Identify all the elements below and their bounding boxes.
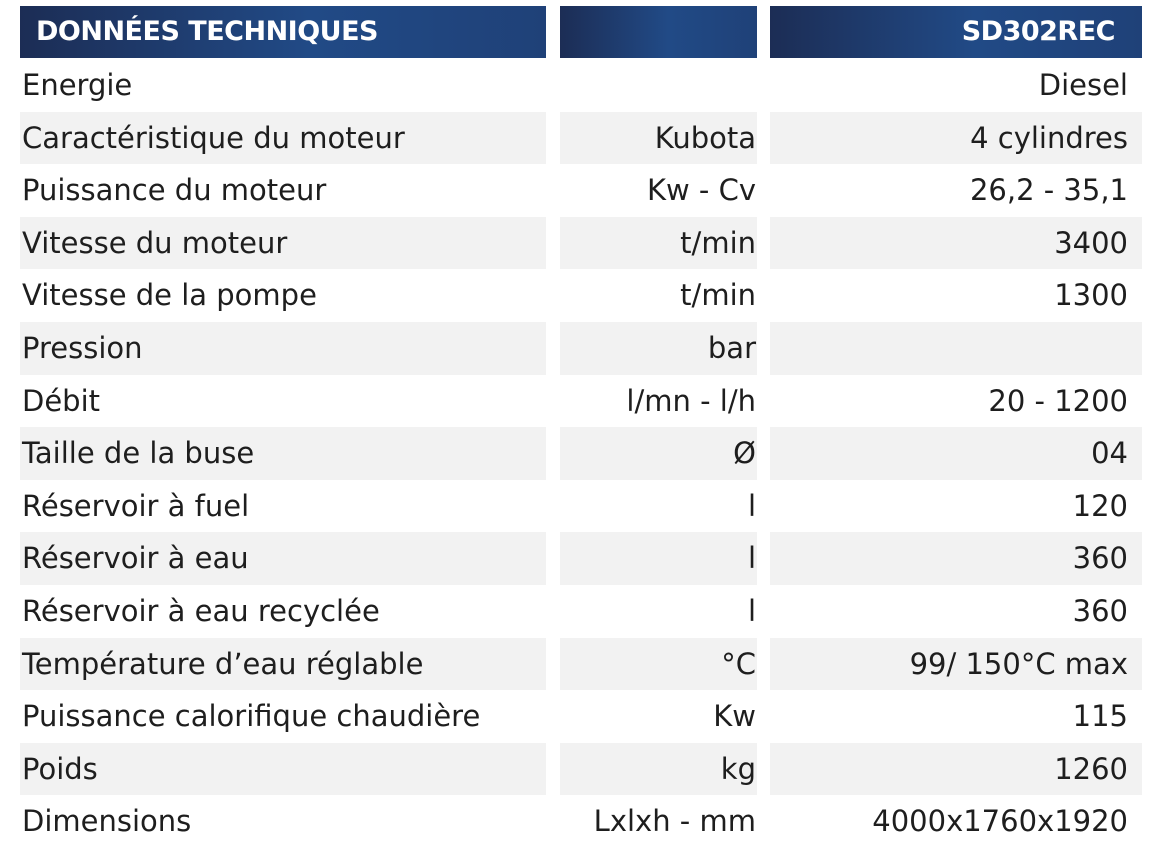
- spec-label: Réservoir à eau: [20, 532, 546, 585]
- spec-label: Température d’eau réglable: [20, 638, 546, 691]
- table-row: [0, 269, 1154, 322]
- table-row: [0, 480, 1154, 533]
- spec-label: Puissance du moteur: [22, 173, 327, 208]
- spec-value: Diesel: [1038, 68, 1128, 102]
- spec-label: Réservoir à eau recyclée: [22, 593, 380, 628]
- spec-value: 1300: [1054, 278, 1128, 313]
- table-row: [0, 59, 1154, 112]
- spec-value: 1260: [770, 743, 1142, 796]
- spec-label: Réservoir à fuel: [22, 488, 250, 523]
- spec-value: 115: [1072, 699, 1128, 734]
- spec-label: Puissance calorifique chaudière: [22, 699, 481, 734]
- spec-label: Energie: [22, 68, 133, 102]
- spec-value: 360: [1072, 593, 1128, 628]
- table-row: [0, 322, 1154, 375]
- spec-value: 20 - 1200: [988, 383, 1128, 418]
- table-row: [0, 112, 1154, 165]
- spec-value: 3400: [770, 217, 1142, 270]
- spec-value: 26,2 - 35,1: [969, 173, 1128, 208]
- table-row: [0, 164, 1154, 217]
- spec-label: Taille de la buse: [20, 427, 546, 480]
- table-row: [0, 690, 1154, 743]
- spec-table: [0, 59, 1154, 848]
- table-row: [0, 375, 1154, 428]
- header-unit: [560, 6, 757, 58]
- spec-unit: t/min: [680, 278, 756, 313]
- spec-value: 04: [770, 427, 1142, 480]
- table-row: [0, 427, 1154, 480]
- spec-value: 99/ 150°C max: [770, 638, 1142, 691]
- spec-value: 4000x1760x1920: [872, 804, 1128, 839]
- spec-unit: t/min: [560, 217, 757, 270]
- spec-unit: l: [560, 532, 757, 585]
- spec-value: 4 cylindres: [770, 112, 1142, 165]
- spec-unit: Kw - Cv: [646, 173, 756, 208]
- spec-unit: kg: [560, 743, 757, 796]
- table-row: [0, 217, 1154, 270]
- spec-unit: l: [747, 488, 756, 523]
- spec-unit: Kw: [713, 699, 756, 734]
- header-model: SD302REC: [770, 6, 1142, 58]
- spec-unit: [560, 59, 757, 112]
- table-row: [0, 743, 1154, 796]
- spec-label: Vitesse du moteur: [20, 217, 546, 270]
- spec-label: Pression: [20, 322, 546, 375]
- spec-unit: Lxlxh - mm: [593, 804, 756, 839]
- spec-label: Dimensions: [22, 804, 192, 839]
- table-row: [0, 638, 1154, 691]
- header-title: DONNÉES TECHNIQUES: [20, 6, 546, 58]
- spec-label: Vitesse de la pompe: [22, 278, 317, 313]
- spec-label: Poids: [20, 743, 546, 796]
- spec-unit: l: [747, 593, 756, 628]
- spec-unit: bar: [560, 322, 757, 375]
- spec-unit: l/mn - l/h: [626, 383, 756, 418]
- spec-value: 120: [1072, 488, 1128, 523]
- spec-label: Caractéristique du moteur: [20, 112, 546, 165]
- spec-unit: Ø: [560, 427, 757, 480]
- table-row: [0, 585, 1154, 638]
- spec-unit: Kubota: [560, 112, 757, 165]
- spec-label: Débit: [22, 383, 101, 418]
- spec-unit: °C: [560, 638, 757, 691]
- table-row: [0, 795, 1154, 848]
- spec-value: 360: [770, 532, 1142, 585]
- table-row: [0, 532, 1154, 585]
- spec-value: [770, 322, 1142, 375]
